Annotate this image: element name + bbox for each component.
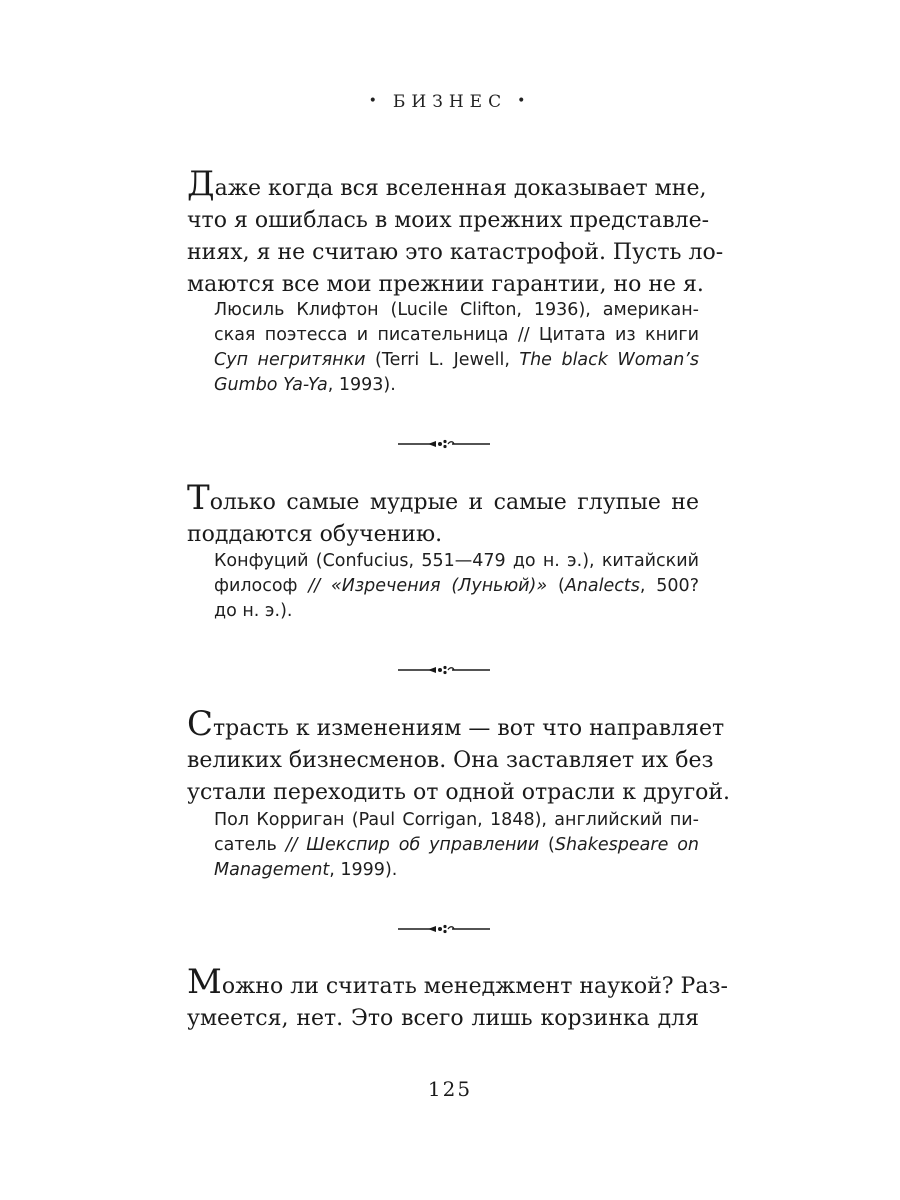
quote-text: аже когда вся вселенная доказывает мне,: [214, 176, 707, 201]
quote-line: маются все мои прежнии гарантии, но не я.: [187, 272, 704, 297]
running-head: [0, 92, 900, 112]
quote-3: [187, 704, 731, 809]
quote-line: что я ошиблась в моих прежних представле-: [187, 208, 710, 233]
attribution-text: , 1993).: [327, 375, 396, 395]
quote-4: [187, 962, 728, 1035]
attribution-line: [214, 833, 699, 858]
attribution-line: до н. э.).: [214, 601, 293, 621]
quote-line: [187, 478, 699, 519]
attribution-text: (Terri L. Jewell,: [365, 350, 520, 370]
drop-cap: Д: [187, 164, 215, 204]
drop-cap: М: [187, 962, 222, 1002]
quote-text: ожно ли считать менеджмент наукой? Раз-: [221, 974, 728, 999]
attribution-line: [214, 373, 699, 398]
attribution-1: [214, 298, 699, 398]
quote-line: ниях, я не считаю это катастрофой. Пусть ло-: [187, 240, 724, 265]
attribution-text: , 500?: [639, 576, 699, 596]
book-title: Shakespeare on: [554, 835, 699, 855]
ornament-divider-icon: [398, 663, 490, 677]
page-number: 125: [427, 1077, 473, 1101]
book-title: // «Изречения (Луньюй)»: [308, 576, 548, 596]
attribution-line: [214, 348, 699, 373]
attribution-text: сатель: [214, 835, 286, 855]
drop-cap: Т: [187, 478, 210, 518]
attribution-line: [214, 574, 699, 599]
quote-line: устали переходить от одной отрасли к другой.: [187, 780, 731, 805]
quote-line: [187, 164, 707, 205]
quote-text: трасть к изменениям — вот что направляет: [213, 716, 725, 741]
quote-1: [187, 164, 724, 301]
attribution-text: , 1999).: [329, 860, 398, 880]
quote-line: умеется, нет. Это всего лишь корзинка для: [187, 1006, 699, 1031]
ornament-divider-icon: [398, 922, 490, 936]
book-title: The black Woman’s: [519, 350, 699, 370]
quote-text: олько самые мудрые и самые глупые не: [209, 490, 699, 515]
section-title: БИЗНЕС: [392, 92, 508, 112]
attribution-line: Люсиль Клифтон (Lucile Clifton, 1936), американ-: [214, 300, 699, 320]
attribution-2: [214, 549, 699, 624]
attribution-line: [214, 858, 699, 883]
quote-line: великих бизнесменов. Она заставляет их без: [187, 748, 714, 773]
attribution-line: ская поэтесса и писательница // Цитата из книги: [214, 325, 699, 345]
attribution-line: Пол Корриган (Paul Corrigan, 1848), английский пи-: [214, 810, 699, 830]
quote-2: [187, 478, 699, 551]
attribution-text: (: [547, 576, 565, 596]
book-title: Management: [214, 860, 330, 880]
drop-cap: С: [187, 704, 214, 744]
book-title: Суп негритянки: [214, 350, 366, 370]
book-title: Gumbo Ya-Ya: [214, 375, 328, 395]
bullet-right: •: [517, 93, 532, 109]
quote-line: поддаются обучению.: [187, 522, 443, 547]
ornament-divider-icon: [398, 437, 490, 451]
attribution-text: (: [539, 835, 555, 855]
attribution-3: [214, 808, 699, 883]
book-title: // Шекспир об управлении: [285, 835, 540, 855]
bullet-left: •: [368, 93, 383, 109]
quote-line: [187, 704, 725, 745]
attribution-text: философ: [214, 576, 309, 596]
quote-line: [187, 962, 728, 1003]
book-title: Analects: [564, 576, 640, 596]
attribution-line: Конфуций (Confucius, 551—479 до н. э.), китайский: [214, 551, 699, 571]
